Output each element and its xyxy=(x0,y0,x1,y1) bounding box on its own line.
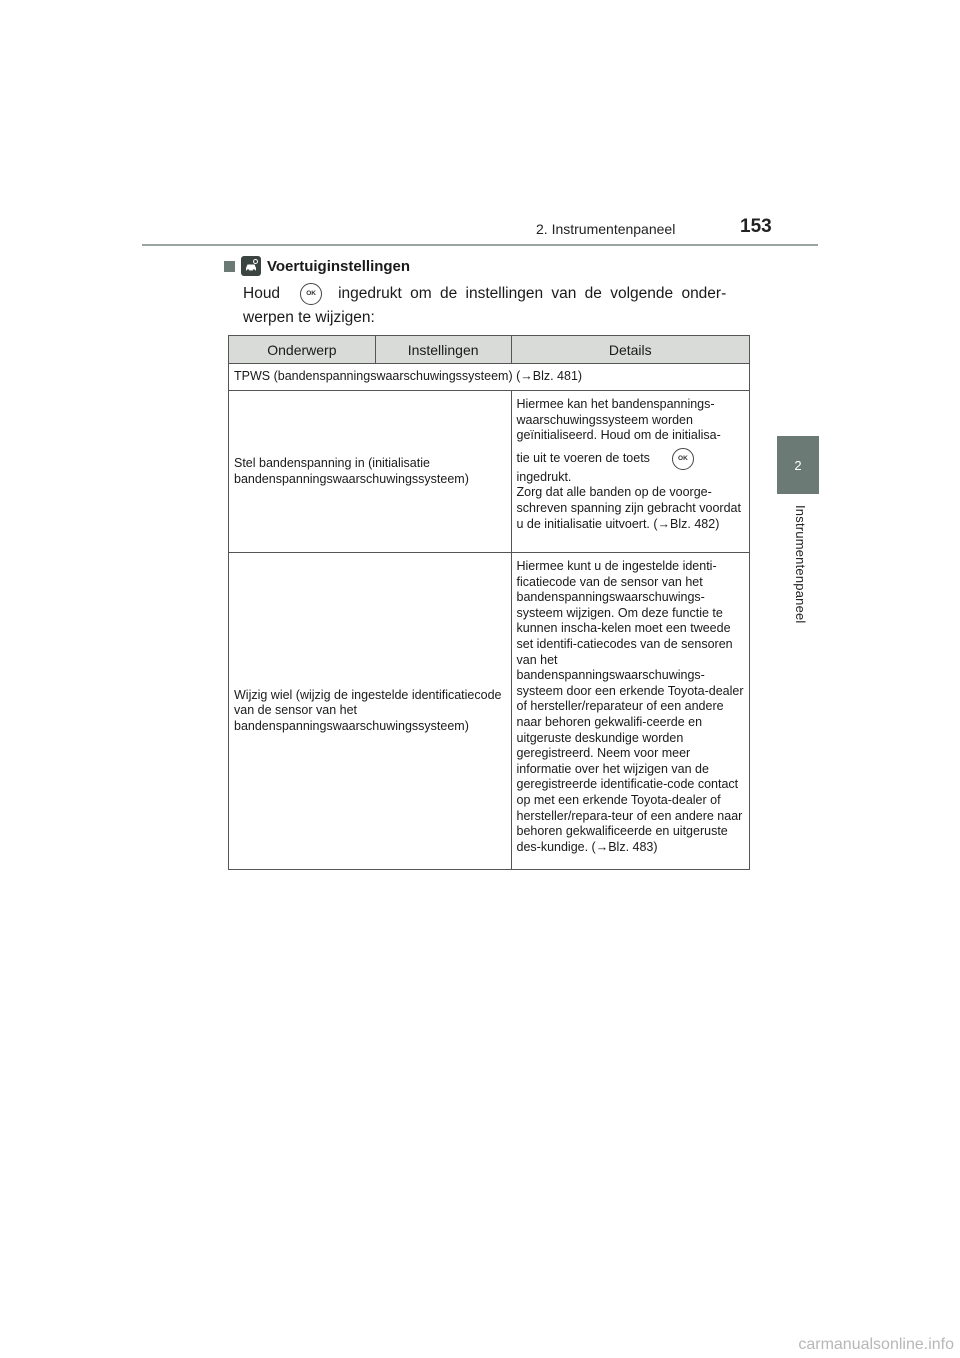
details-text-3: ingedrukt. xyxy=(516,469,572,484)
details-text-1: Hiermee kan het bandenspannings-waarschuwingssysteem worden geïnitialiseerd. Houd om de initialisa- xyxy=(516,397,721,443)
chapter-tab-label: Instrumentenpaneel xyxy=(793,505,808,624)
ok-button-icon xyxy=(672,448,694,470)
page-number: 153 xyxy=(740,216,772,237)
details-text-2: tie uit te voeren de toets xyxy=(516,450,650,465)
chapter-tab[interactable] xyxy=(777,436,819,494)
row-subject: Wijzig wiel (wijzig de ingestelde identificatiecode van de sensor van het bandenspanningswaarschuwingssysteem) xyxy=(229,553,512,870)
header-divider xyxy=(142,244,818,246)
details-text-4: Zorg dat alle banden op de voorge-schreven spanning zijn gebracht voordat u de initialisatie uitvoert. (→Blz. 482) xyxy=(516,485,741,531)
group-title: TPWS (bandenspanningswaarschuwingssysteem) (→Blz. 481) xyxy=(229,364,750,391)
header-settings: Instellingen xyxy=(375,336,511,364)
intro-paragraph xyxy=(243,282,753,330)
intro-text-after: ingedrukt om de instellingen van de volgende onder- xyxy=(338,285,727,302)
ok-button-label: OK xyxy=(306,290,316,297)
section-heading xyxy=(224,256,410,276)
table-header-row xyxy=(229,336,750,364)
ok-button-icon xyxy=(300,283,322,305)
intro-text-line2: werpen te wijzigen: xyxy=(243,309,375,326)
intro-text-before: Houd xyxy=(243,285,281,302)
header-subject: Onderwerp xyxy=(229,336,376,364)
row-details xyxy=(511,391,750,553)
ok-button-label: OK xyxy=(678,454,688,462)
section-title: Voertuiginstellingen xyxy=(267,257,411,275)
table-row xyxy=(229,391,750,553)
watermark: carmanualsonline.info xyxy=(798,1336,954,1353)
row-details: Hiermee kunt u de ingestelde identi-ficatiecode van de sensor van het bandenspanningswaarschuwings-systeem wijzigen. Om deze functie te kunnen inscha-kelen moet een tweede set identifi-catiecodes van de sensoren van het bandenspanningswaarschuwings-systeem door een erkende Toyota-dealer of hersteller/reparateur of een andere naar behoren gekwalifi-ceerde en uitgeruste deskundige worden geregistreerd. Neem voor meer informatie over het wijzigen van de geregistreerde identificatie-code contact op met een erkende Toyota-dealer of hersteller/repara-teur of een andere naar behoren gekwalificeerde en uitgeruste des-kundige. (→Blz. 483) xyxy=(511,553,750,870)
settings-table xyxy=(228,335,750,870)
vehicle-settings-icon xyxy=(241,256,261,276)
chapter-title: 2. Instrumentenpaneel xyxy=(536,221,676,237)
row-subject: Stel bandenspanning in (initialisatie bandenspanningswaarschuwingssysteem) xyxy=(229,391,512,553)
chapter-tab-number: 2 xyxy=(794,457,802,473)
header-details: Details xyxy=(511,336,750,364)
table-group-row xyxy=(229,364,750,391)
bullet-square-icon xyxy=(224,261,235,272)
table-row xyxy=(229,553,750,870)
